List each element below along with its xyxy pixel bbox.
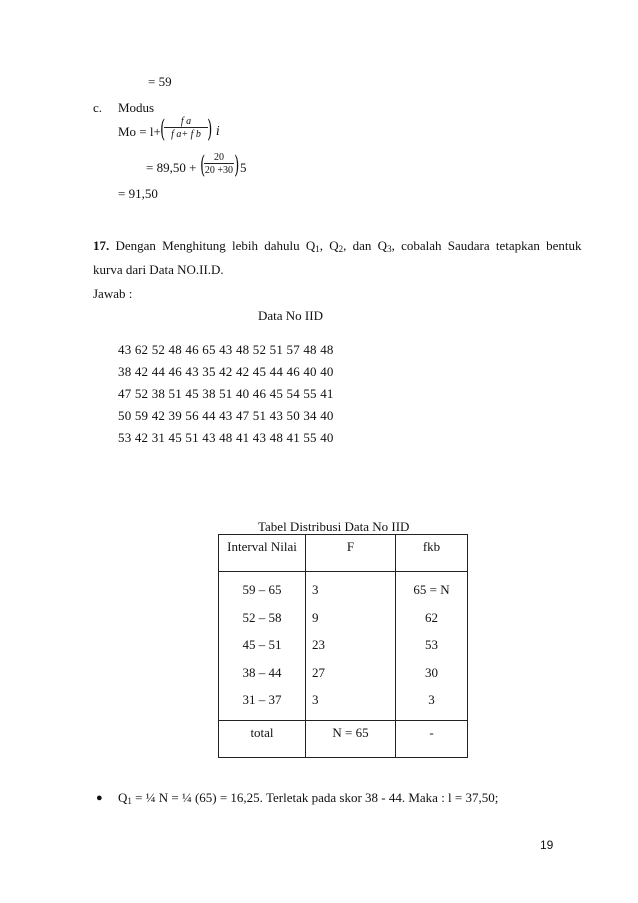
equation-result-top: = 59 xyxy=(148,74,172,89)
table-cell: 53 xyxy=(425,637,438,652)
mode-result: = 91,50 xyxy=(118,186,158,201)
table-caption: Tabel Distribusi Data No IID xyxy=(258,519,410,534)
total-fkb: - xyxy=(396,721,468,758)
q1-subscript: 1 xyxy=(127,796,132,806)
fraction-denominator: 20 +30 xyxy=(204,165,234,176)
right-paren: ) xyxy=(207,115,213,143)
interval-column xyxy=(219,572,306,721)
mode-formula-interval-var: i xyxy=(216,124,220,138)
table-cell: 27 xyxy=(312,664,325,680)
right-paren: ) xyxy=(234,151,240,179)
q1-text: = ¼ N = ¼ (65) = 16,25. Terletak pada skor 38 - 44. Maka : l = 37,50; xyxy=(131,790,499,805)
header-fkb: fkb xyxy=(396,535,468,572)
distribution-table xyxy=(218,534,468,758)
data-line: 43 62 52 48 46 65 43 48 52 51 57 48 48 xyxy=(118,342,334,357)
mode-formula-fraction xyxy=(164,116,208,140)
fkb-column xyxy=(396,572,468,721)
q1-calculation xyxy=(118,790,498,806)
table-cell: 52 – 58 xyxy=(242,609,282,625)
question-number: 17. xyxy=(93,238,110,253)
page-number: 19 xyxy=(540,838,554,852)
table-cell: 31 – 37 xyxy=(242,692,282,707)
question-sep-2: , dan Q xyxy=(343,238,388,253)
header-frequency: F xyxy=(306,535,396,572)
q1-subscript: 1 xyxy=(315,244,320,254)
fraction-denominator: f a+ f b xyxy=(164,127,208,140)
data-line: 53 42 31 45 51 43 48 41 43 48 41 55 40 xyxy=(118,430,334,445)
table-cell: 38 – 44 xyxy=(242,664,282,680)
mode-calc-lhs: = 89,50 + xyxy=(146,160,197,175)
table-cell: 3 xyxy=(428,692,435,707)
question-text-b: , cobalah Saudara tetapkan bentuk xyxy=(391,238,582,253)
table-cell: 59 – 65 xyxy=(242,582,282,597)
data-line: 47 52 38 51 45 38 51 40 46 45 54 55 41 xyxy=(118,386,334,401)
mode-calc-multiplier: 5 xyxy=(240,160,247,175)
table-cell: 3 xyxy=(312,582,319,597)
table-cell: 3 xyxy=(312,692,319,707)
header-interval: Interval Nilai xyxy=(219,535,306,572)
question-sep-1: , Q xyxy=(319,238,339,253)
mode-formula-lhs: Mo = l+ xyxy=(118,124,161,139)
answer-label: Jawab : xyxy=(93,286,133,301)
q2-subscript: 2 xyxy=(338,244,344,254)
table-header-row xyxy=(219,535,468,572)
question-17-line1 xyxy=(93,238,582,254)
fraction-numerator: f a xyxy=(180,116,192,127)
fraction-numerator: 20 xyxy=(214,152,224,163)
total-label: total xyxy=(219,721,306,758)
section-letter: c. xyxy=(93,100,103,115)
table-cell: 62 xyxy=(425,609,438,625)
table-cell: 30 xyxy=(425,664,438,680)
table-body-row xyxy=(219,572,468,721)
section-title: Modus xyxy=(118,100,155,115)
question-text-a: Dengan Menghitung lebih dahulu Q xyxy=(115,238,316,253)
data-line: 38 42 44 46 43 35 42 42 45 44 46 40 40 xyxy=(118,364,334,379)
frequency-column xyxy=(306,572,396,721)
q3-subscript: 3 xyxy=(387,244,392,254)
data-line: 50 59 42 39 56 44 43 47 51 43 50 34 40 xyxy=(118,408,334,423)
bullet-icon: ● xyxy=(96,792,103,804)
data-title: Data No IID xyxy=(258,308,323,323)
table-total-row xyxy=(219,721,468,758)
table-cell: 9 xyxy=(312,609,319,625)
total-frequency: N = 65 xyxy=(306,721,396,758)
left-paren: ( xyxy=(200,151,206,179)
table-cell: 23 xyxy=(312,637,325,652)
table-cell: 45 – 51 xyxy=(242,637,282,652)
mode-calc-fraction xyxy=(204,152,234,176)
left-paren: ( xyxy=(160,115,166,143)
q1-label: Q xyxy=(118,790,128,805)
table-cell: 65 = N xyxy=(413,582,450,597)
question-17-line2: kurva dari Data NO.II.D. xyxy=(93,262,224,277)
